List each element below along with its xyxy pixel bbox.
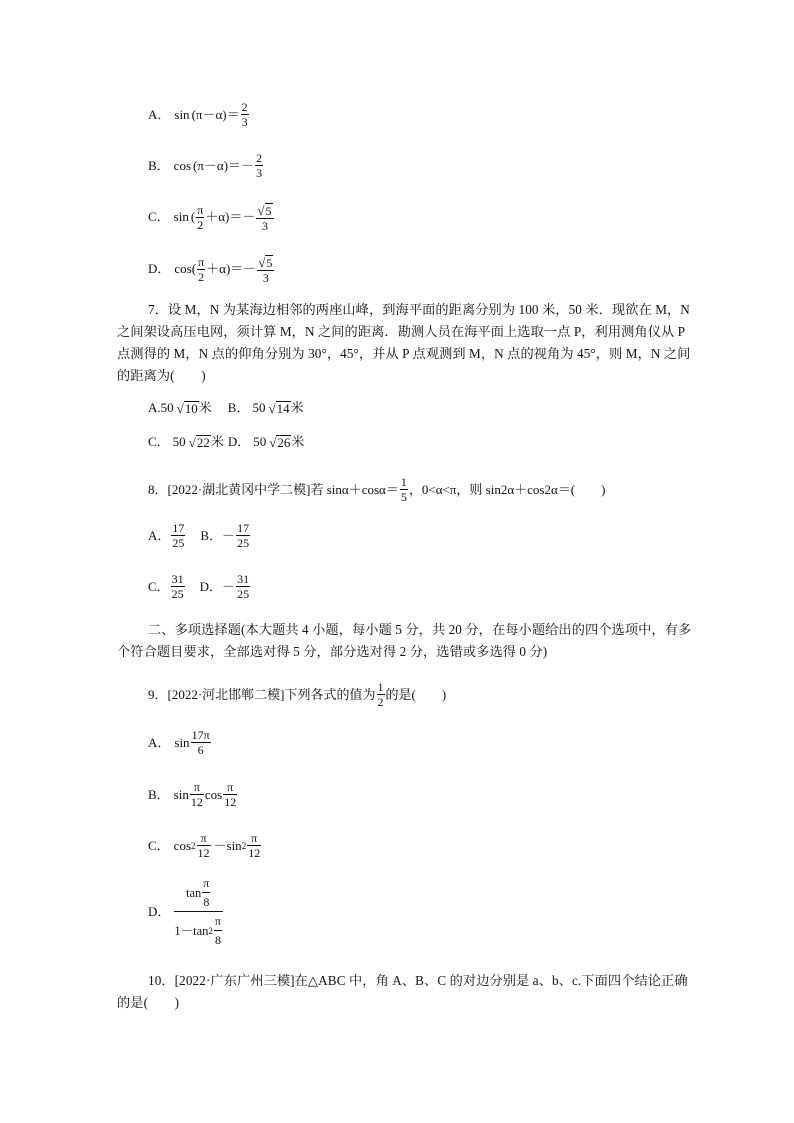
compound-fraction: tan $\frac{\pi}{8}$ 1－tan 2 $\frac{\pi}{8}$ — [174, 876, 221, 947]
q6-option-a: A． sin (π－α)＝ $\frac{2}{3}$ — [148, 100, 248, 129]
q9-option-a: A． sin $\frac{17\pi}{6}$ — [148, 728, 210, 757]
q9-option-d: D． tan $\frac{\pi}{8}$ 1－tan 2 $\frac{\pi}{8}$ — [148, 876, 221, 947]
sqrt: √ 5 — [258, 254, 273, 270]
q9-option-c: C． cos 2 $\frac{\pi}{12}$ －sin 2 $\frac{\pi}{12}$ — [148, 831, 261, 860]
q7-options-cd: C． 50 √ 22 米 D． 50 √ 26 米 — [148, 434, 305, 450]
fraction: $\frac{1}{5}$ — [400, 475, 407, 504]
q6-option-d: D． cos ( $\frac{\pi}{2}$ ＋α)＝－ √ 5 3 — [148, 254, 273, 285]
q8-options-cd: C． $\frac{31}{25}$ D．－ $\frac{31}{25}$ — [148, 572, 250, 601]
fraction: $\frac{\pi}{12}$ — [190, 780, 203, 809]
fraction: $\frac{\pi}{8}$ — [214, 914, 221, 947]
fraction: $\frac{\pi}{12}$ — [197, 831, 210, 860]
sqrt: √ 22 — [188, 434, 210, 450]
fraction: $\frac{\pi}{2}$ — [198, 254, 205, 284]
fraction: $\frac{17}{25}$ — [237, 521, 250, 550]
section-heading: 二、多项选择题(本大题共 4 小题，每小题 5 分，共 20 分，在每小题给出的四个选项中，有多个符合题目要求，全部选对得 5 分，部分选对得 2 分，选错或多选得 0 分) — [117, 622, 692, 659]
fraction: $\frac{2}{3}$ — [241, 100, 248, 129]
fraction: √ 5 3 — [257, 202, 272, 233]
fraction: $\frac{17}{25}$ — [172, 521, 185, 550]
fraction: $\frac{17\pi}{6}$ — [191, 728, 210, 757]
q6-option-c: C． sin ( $\frac{\pi}{2}$ ＋α)＝－ √ 5 3 — [148, 202, 272, 233]
q8-stem: 8．[2022·湖北黄冈中学二模]若 sinα＋cosα＝ $\frac{1}{5}$ ，0<α<π，则 sin2α＋cos2α＝( ) — [148, 475, 606, 504]
q9-option-b: B． sin $\frac{\pi}{12}$ cos $\frac{\pi}{12}$ — [148, 780, 237, 809]
fraction: $\frac{1}{2}$ — [377, 680, 384, 709]
fraction: √ 5 3 — [258, 254, 273, 285]
q6-option-b: B． cos (π－α)＝－ $\frac{2}{3}$ — [148, 151, 263, 180]
fraction: $\frac{\pi}{2}$ — [197, 202, 204, 232]
q10-stem: 10．[2022·广东广州三模]在△ABC 中，角 A、B、C 的对边分别是 a、b、c.下面四个结论正确的是( ) — [117, 973, 688, 1010]
fraction: $\frac{\pi}{12}$ — [224, 780, 237, 809]
fraction: $\frac{\pi}{8}$ — [203, 876, 210, 909]
sqrt: √ 14 — [268, 400, 290, 416]
sqrt: √ 10 — [176, 400, 198, 416]
fraction: $\frac{2}{3}$ — [256, 151, 263, 180]
q8-options-ab: A． $\frac{17}{25}$ B．－ $\frac{17}{25}$ — [148, 521, 250, 550]
sqrt: √ 26 — [269, 434, 291, 450]
sqrt: √ 5 — [257, 202, 272, 218]
q9-stem: 9．[2022·河北邯郸二模]下列各式的值为 $\frac{1}{2}$ 的是( ) — [148, 680, 447, 709]
fraction: $\frac{31}{25}$ — [237, 572, 250, 601]
fraction: $\frac{31}{25}$ — [171, 572, 184, 601]
q7-stem: 7．设 M，N 为某海边相邻的两座山峰，到海平面的距离分别为 100 米，50 米．现欲在 M，N 之间架设高压电网，须计算 M，N 之间的距离．勘测人员在海平面上选取一点 P，利用测角仪从 P 点测得的 M，N 点的仰角分别为 30°，45°，并从 P 点观测到 M，N 点的视角为 45°，则 M，N 之间的距离为( ) — [117, 302, 691, 383]
fraction: $\frac{\pi}{12}$ — [248, 831, 261, 860]
q7-options-ab: A. 50 √ 10 米 B． 50 √ 14 米 — [148, 400, 304, 416]
